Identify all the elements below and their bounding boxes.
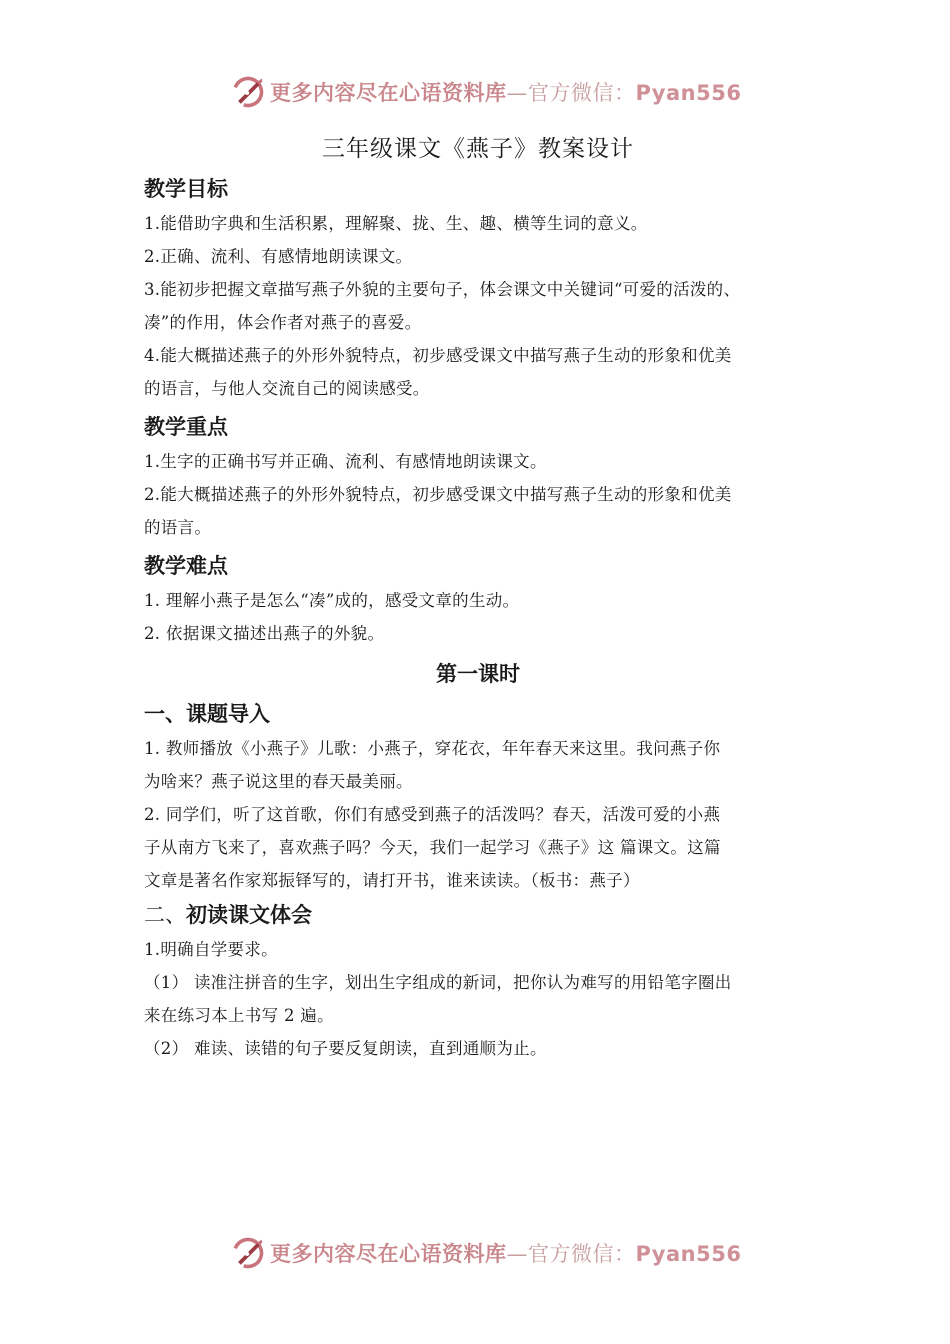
key-point-line: 2.能大概描述燕子的外形外貌特点，初步感受课文中描写燕子生动的形象和优美 (144, 485, 732, 504)
objective-line: 凑”的作用，体会作者对燕子的喜爱。 (144, 313, 422, 332)
first-reading-line: （2） 难读、读错的句子要反复朗读，直到通顺为止。 (144, 1039, 547, 1058)
banner-text (270, 77, 741, 107)
introduction-line: 为啥来？燕子说这里的春天最美丽。 (144, 772, 413, 791)
banner-text-wechat-label: —官方微信： (506, 81, 636, 105)
first-reading-line: 1.明确自学要求。 (144, 940, 278, 959)
part-heading-first-reading (144, 897, 812, 933)
first-reading-line: （1） 读准注拼音的生字，划出生字组成的新词，把你认为难写的用铅笔字圈出 (144, 973, 732, 992)
objective-line: 2.正确、流利、有感情地朗读课文。 (144, 247, 413, 266)
introduction-line: 1. 教师播放《小燕子》儿歌：小燕子，穿花衣，年年春天来这里。我问燕子你 (144, 739, 721, 758)
part-heading-main: 初读课文体会 (186, 903, 312, 927)
introduction-line: 文章是著名作家郑振铎写的，请打开书，谁来读读。（板书：燕子） (144, 871, 640, 890)
banner-text (270, 1238, 741, 1268)
banner-text-wechat-label: —官方微信： (506, 1242, 636, 1266)
introduction-line: 子从南方飞来了，喜欢燕子吗？今天，我们一起学习《燕子》这 篇课文。这篇 (144, 838, 721, 857)
lesson-heading: 第一课时 (436, 662, 520, 686)
document-title: 三年级课文《燕子》教案设计 (322, 136, 634, 162)
key-point-line: 的语言。 (144, 518, 212, 537)
banner-text-main: 更多内容尽在心语资料库 (270, 81, 507, 105)
banner-text-wechat-id: Pyan556 (635, 1242, 742, 1266)
header-watermark-banner (230, 72, 750, 112)
objective-line: 的语言，与他人交流自己的阅读感受。 (144, 379, 430, 398)
section-heading-key-points: 教学重点 (144, 415, 228, 439)
logo-pen-circle-icon (230, 1235, 266, 1271)
objective-line: 4.能大概描述燕子的外形外貌特点，初步感受课文中描写燕子生动的形象和优美 (144, 346, 732, 365)
objective-line: 3.能初步把握文章描写燕子外貌的主要句子，体会课文中关键词“可爱的活泼的、 (144, 280, 741, 299)
document-page (144, 124, 812, 1065)
part-heading-prefix: 二、 (144, 903, 186, 927)
section-heading-difficulties: 教学难点 (144, 554, 228, 578)
logo-pen-circle-icon (230, 74, 266, 110)
difficulty-line: 2. 依据课文描述出燕子的外貌。 (144, 624, 385, 643)
part-heading-introduction: 一、课题导入 (144, 702, 270, 726)
objective-line: 1.能借助字典和生活积累，理解聚、拢、生、趣、横等生词的意义。 (144, 214, 648, 233)
footer-watermark-banner (230, 1233, 750, 1273)
first-reading-line: 来在练习本上书写 2 遍。 (144, 1006, 334, 1025)
banner-text-wechat-id: Pyan556 (635, 81, 742, 105)
section-heading-objectives: 教学目标 (144, 177, 228, 201)
key-point-line: 1.生字的正确书写并正确、流利、有感情地朗读课文。 (144, 452, 547, 471)
difficulty-line: 1. 理解小燕子是怎么“凑”成的，感受文章的生动。 (144, 591, 520, 610)
introduction-line: 2. 同学们，听了这首歌，你们有感受到燕子的活泼吗？春天，活泼可爱的小燕 (144, 805, 721, 824)
banner-text-main: 更多内容尽在心语资料库 (270, 1242, 507, 1266)
